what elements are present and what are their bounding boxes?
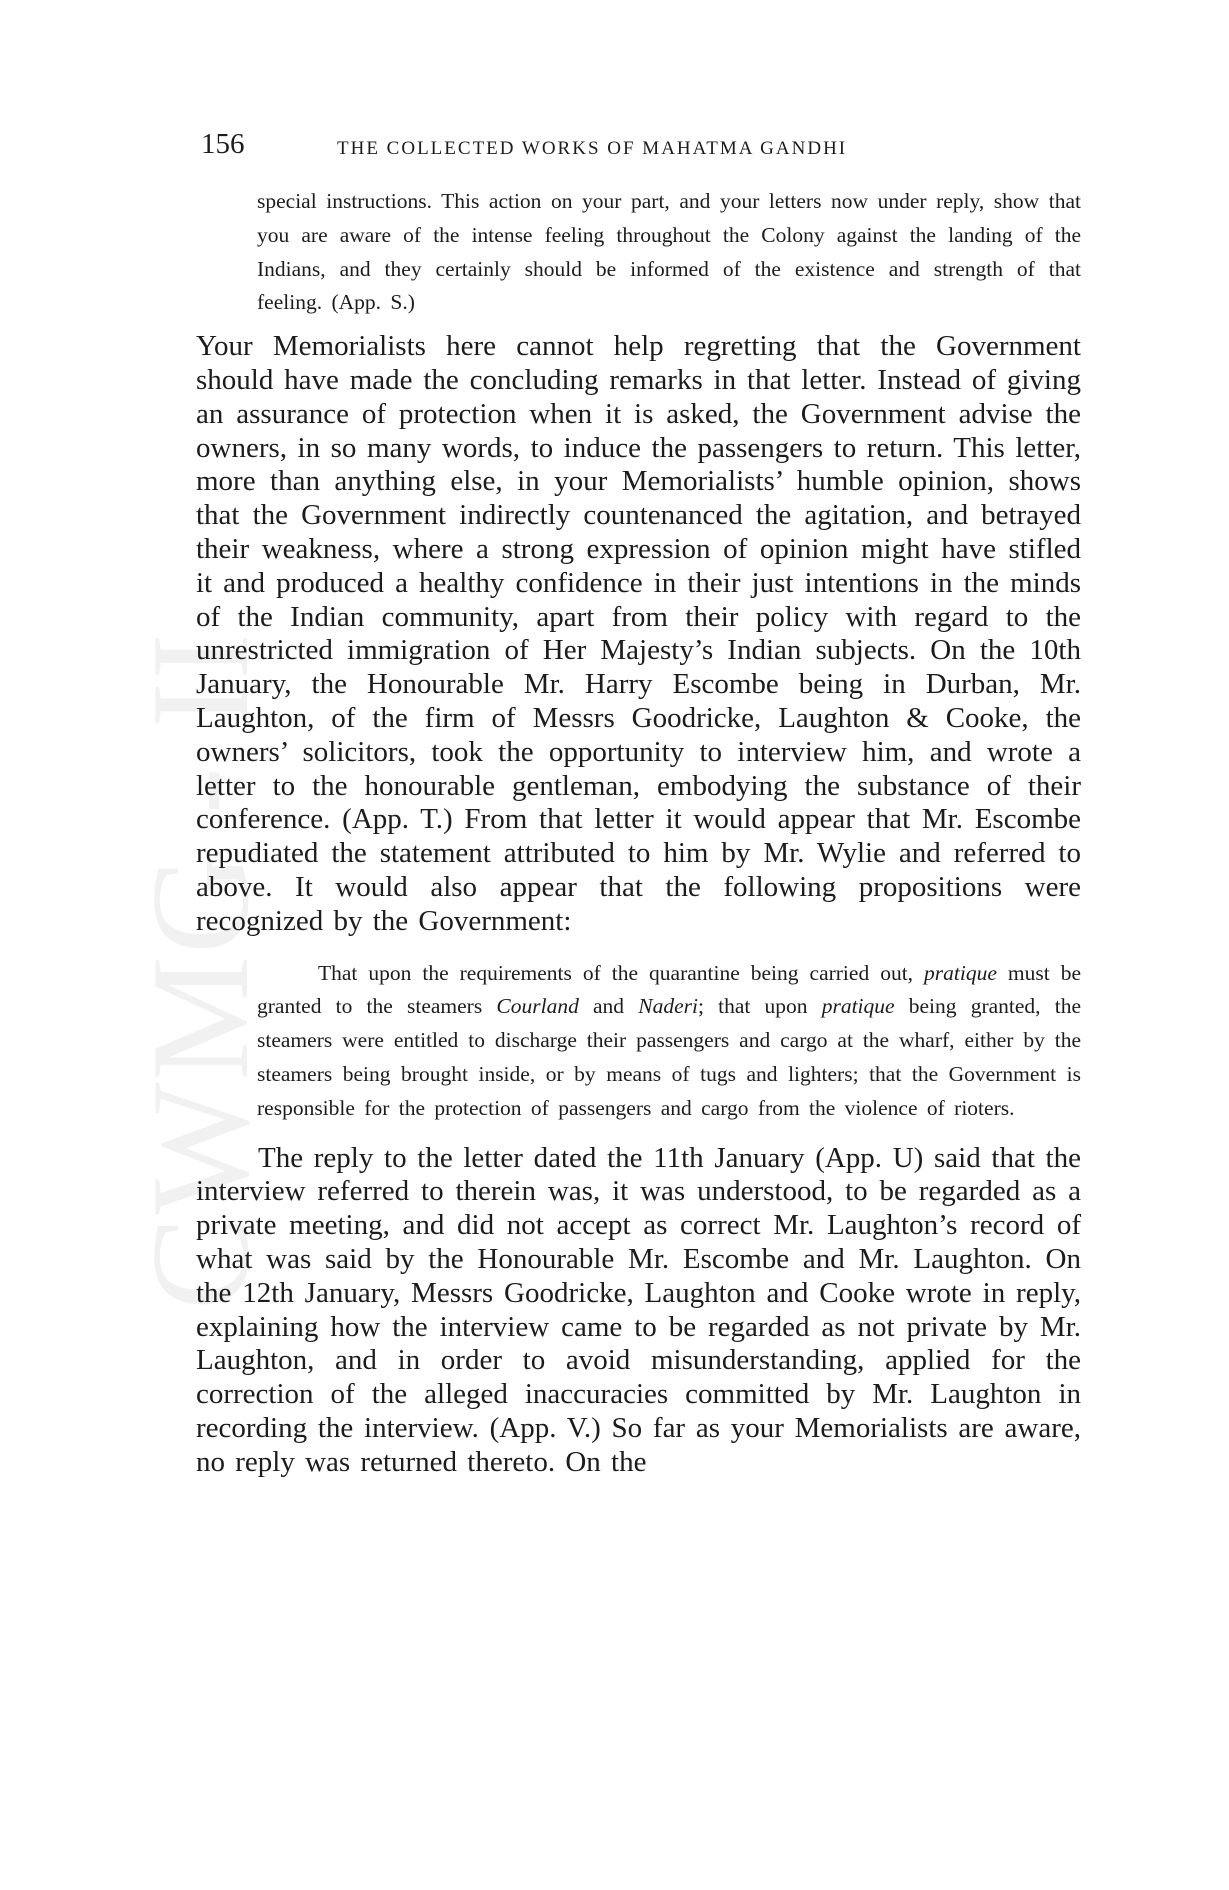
watermark: CWMG - II bbox=[123, 631, 278, 1310]
page-header bbox=[201, 128, 1081, 168]
page-number: 156 bbox=[201, 128, 245, 160]
block-quote-propositions: That upon the requirements of the quarantine being carried out, pratique must be granted to the steamers Courland and Naderi; that upon pratique being granted, the steamers were entitled to discharge their passengers and cargo at the wharf, either by the steamers being brought inside, or by means of tugs and lighters; that the Government is responsible for the protection of passengers and cargo from the violence of rioters. bbox=[257, 960, 1081, 1120]
block-quote-top: special instructions. This action on your part, and your letters now under reply, show that you are aware of the intense feeling throughout the Colony against the landing of the Indians, and they certainly should be informed of the existence and strength of that feeling. (App. S.) bbox=[257, 189, 1081, 315]
paragraph-reply: The reply to the letter dated the 11th January (App. U) said that the interview referred to therein was, it was understood, to be regarded as a private meeting, and did not accept as correct Mr. Laughton’s record of what was said by the Honourable Mr. Escombe and Mr. Laughton. On the 12th January, Messrs Goodricke, Laughton and Cooke wrote in reply, explaining how the interview came to be regarded as not private by Mr. Laughton, and in order to avoid misunderstanding, applied for the correction of the alleged inaccuracies committed by Mr. Laughton in recording the interview. (App. V.) So far as your Memorialists are aware, no reply was returned thereto. On the bbox=[196, 1141, 1081, 1478]
page-content bbox=[196, 185, 1081, 1479]
paragraph-memorialists: Your Memorialists here cannot help regretting that the Government should have made the concluding remarks in that letter. Instead of giving an assurance of protection when it is asked, the Government advise the owners, in so many words, to induce the passengers to return. This letter, more than anything else, in your Memorialists’ humble opinion, shows that the Government indirectly countenanced the agitation, and betrayed their weakness, where a strong expression of opinion might have stifled it and produced a healthy confidence in their just intentions in the minds of the Indian community, apart from their policy with regard to the unrestricted immigration of Her Majesty’s Indian subjects. On the 10th January, the Honourable Mr. Harry Escombe being in Durban, Mr. Laughton, of the firm of Messrs Goodricke, Laughton & Cooke, the owners’ solicitors, took the opportunity to interview him, and wrote a letter to the honourable gentleman, embodying the substance of their conference. (App. T.) From that letter it would appear that Mr. Escombe repudiated the statement attributed to him by Mr. Wylie and referred to above. It would also appear that the following propositions were recognized by the Government: bbox=[196, 330, 1081, 937]
running-head: THE COLLECTED WORKS OF MAHATMA GANDHI bbox=[337, 138, 848, 159]
